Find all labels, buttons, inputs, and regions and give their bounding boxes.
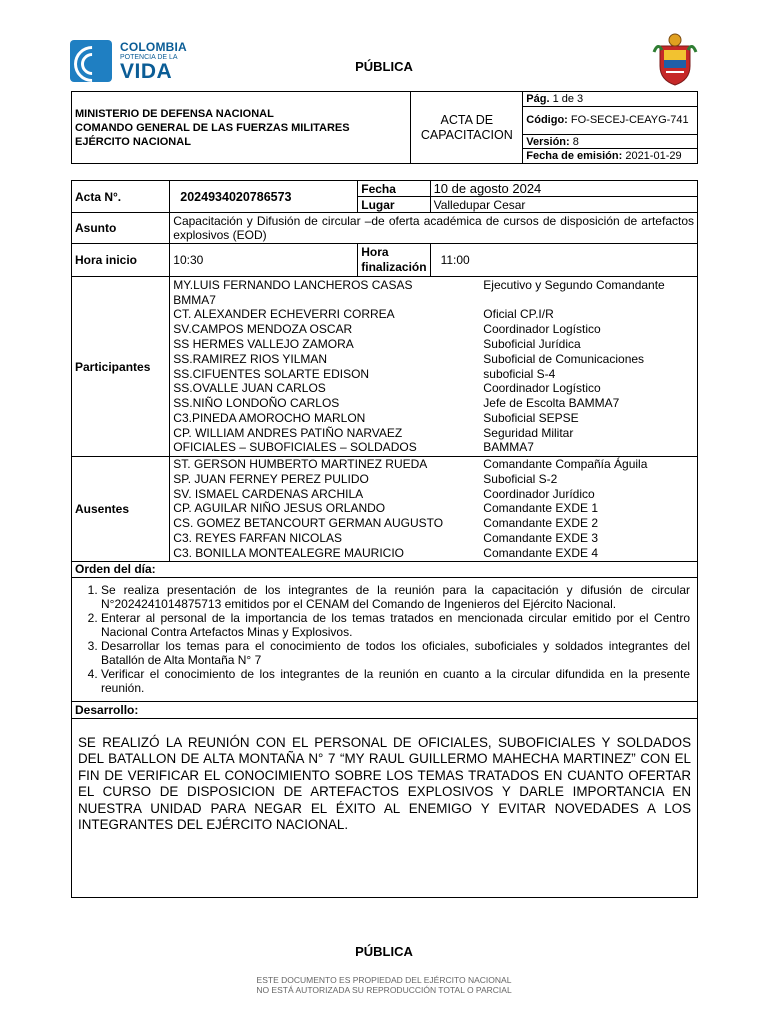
participant-role: Jefe de Escolta BAMMA7 <box>483 396 620 411</box>
participant-name: SS.CIFUENTES SOLARTE EDISON <box>173 366 370 381</box>
participant-role: Suboficial SEPSE <box>483 410 579 425</box>
list-item <box>173 278 694 293</box>
footer-notice <box>0 975 768 995</box>
document-title <box>411 92 523 164</box>
participant-name: MY.LUIS FERNANDO LANCHEROS CASAS <box>173 277 413 292</box>
absent-role: Comandante EXDE 1 <box>483 501 599 516</box>
logo-text-colombia: COLOMBIA <box>120 40 187 54</box>
ausentes-label: Ausentes <box>72 457 170 562</box>
org-line-comando: COMANDO GENERAL DE LAS FUERZAS MILITARES <box>75 121 350 134</box>
absent-role: Comandante Compañía Águila <box>483 457 648 471</box>
participant-role: Suboficial Jurídica <box>483 336 581 351</box>
orden-del-dia-label: Orden del día: <box>72 561 698 577</box>
desarrollo-section <box>72 718 698 897</box>
document-header <box>71 91 698 164</box>
absent-name: C3. REYES FARFAN NICOLAS <box>173 530 342 545</box>
list-item <box>173 440 694 455</box>
ausentes-list <box>170 457 698 562</box>
asunto-value: Capacitación y Difusión de circular –de oferta académica de cursos de disposición de artefactos explosivos (EOD) <box>170 213 698 244</box>
org-line-ministerio: MINISTERIO DE DEFENSA NACIONAL <box>75 107 274 120</box>
issue-date <box>523 149 698 164</box>
doc-title-line1: ACTA DE <box>440 112 494 127</box>
participant-name: CT. ALEXANDER ECHEVERRI CORREA <box>173 307 395 322</box>
issue-value: 2021-01-29 <box>625 150 682 162</box>
asunto-label: Asunto <box>72 213 170 244</box>
participant-name: SS HERMES VALLEJO ZAMORA <box>173 336 354 351</box>
participant-role <box>483 293 694 308</box>
list-item <box>173 367 694 382</box>
list-item <box>173 322 694 337</box>
version-label: Versión: <box>526 135 570 148</box>
hora-fin-label-line2: finalización <box>361 260 427 274</box>
absent-name: C3. BONILLA MONTEALEGRE MAURICIO <box>173 545 404 560</box>
absent-role: Comandante EXDE 3 <box>483 530 599 545</box>
participant-name: SS.NIÑO LONDOÑO CARLOS <box>173 396 340 411</box>
participant-role: Coordinador Logístico <box>483 381 601 396</box>
absent-name: CS. GOMEZ BETANCOURT GERMAN AUGUSTO <box>173 516 444 531</box>
list-item <box>173 381 694 396</box>
participant-name: OFICIALES – SUBOFICIALES – SOLDADOS <box>173 440 417 455</box>
acta-table <box>71 180 698 898</box>
list-item <box>173 546 694 561</box>
participant-name: SS.RAMIREZ RIOS YILMAN <box>173 351 328 366</box>
participant-role: Seguridad Militar <box>483 425 574 440</box>
hora-inicio-value: 10:30 <box>170 244 358 277</box>
list-item: 1. Se realiza presentación de los integrantes de la reunión para la capacitación y difusión de circular N°2024241014875713 emitidos por el CENAM del Comando de Ingenieros del Ejército Nacional. <box>101 583 694 611</box>
list-item <box>173 307 694 322</box>
classification-top: PÚBLICA <box>355 59 413 74</box>
list-item <box>173 457 694 472</box>
page-label: Pág. <box>526 93 550 105</box>
organization-block <box>72 92 411 164</box>
hora-fin-label <box>358 244 430 277</box>
code-label: Código: <box>526 114 568 126</box>
list-item <box>173 352 694 367</box>
absent-role: Comandante EXDE 4 <box>483 545 599 560</box>
orden-del-dia-list <box>72 577 698 701</box>
fecha-value: 10 de agosto 2024 <box>430 181 697 197</box>
list-item <box>173 293 694 308</box>
participant-name: C3.PINEDA AMOROCHO MARLON <box>173 410 366 425</box>
list-item <box>173 411 694 426</box>
desarrollo-text: SE REALIZÓ LA REUNIÓN CON EL PERSONAL DE OFICIALES, SUBOFICIALES Y SOLDADOS DEL BATALLON DE ALTA MONTAÑA N° 7 “MY RAUL GUILLERMO MAHECHA MARTINEZ” CON EL FIN DE VERIFICAR EL CONOCIMIENTO SOBRE LOS TEMAS TRATADOS EN CUANTO OFERTAR EL CURSO DE DISPOSICION DE ARTEFACTOS EXPLOSIVOS Y DARLE IMPORTANCIA EN NUESTRA UNIDAD PARA NEGAR EL ÉXITO AL ENEMIGO Y EVITAR NOVEDADES A LOS INTEGRANTES DEL EJÉRCITO NACIONAL. <box>78 734 691 833</box>
absent-role: Coordinador Jurídico <box>483 486 595 501</box>
list-item <box>173 337 694 352</box>
participant-role: BAMMA7 <box>483 440 534 455</box>
list-item <box>173 396 694 411</box>
list-item <box>173 472 694 487</box>
list-item: 3. Desarrollar los temas para el conocimiento de todos los oficiales, suboficiales y soldados integrantes del Batallón de Alta Montaña N° 7 <box>101 639 694 667</box>
footer-line2: NO ESTÁ AUTORIZADA SU REPRODUCCIÓN TOTAL O PARCIAL <box>256 985 512 995</box>
classification-bottom: PÚBLICA <box>355 944 413 959</box>
absent-role: Comandante EXDE 2 <box>483 516 599 531</box>
acta-number-value: 2024934020786573 <box>170 181 358 213</box>
participant-role: Oficial CP.I/R <box>483 307 554 322</box>
participantes-list <box>170 277 698 457</box>
desarrollo-label: Desarrollo: <box>72 701 698 718</box>
list-item <box>173 516 694 531</box>
document-code <box>523 107 698 135</box>
code-value: FO-SECEJ-CEAYG-741 <box>570 114 689 126</box>
absent-name: SV. ISMAEL CARDENAS ARCHILA <box>173 486 364 501</box>
absent-name: ST. GERSON HUMBERTO MARTINEZ RUEDA <box>173 457 428 471</box>
participant-name: CP. WILLIAM ANDRES PATIÑO NARVAEZ <box>173 425 403 440</box>
participantes-label: Participantes <box>72 277 170 457</box>
participant-role: Coordinador Logístico <box>483 322 601 337</box>
absent-name: CP. AGUILAR NIÑO JESUS ORLANDO <box>173 501 386 516</box>
list-item: 2. Enterar al personal de la importancia de los temas tratados en mencionada circular emitido por el Centro Nacional Contra Artefactos Minas y Explosivos. <box>101 611 694 639</box>
hora-fin-value: 11:00 <box>430 244 697 277</box>
list-item: 4. Verificar el conocimiento de los integrantes de la reunión en cuanto a la circular difundida en la presente reunión. <box>101 667 694 695</box>
hora-fin-label-line1: Hora <box>361 245 389 259</box>
doc-title-line2: CAPACITACION <box>420 127 513 142</box>
lugar-label: Lugar <box>358 197 430 213</box>
hora-inicio-label: Hora inicio <box>72 244 170 277</box>
participant-name: BMMA7 <box>173 292 216 307</box>
list-item <box>173 426 694 441</box>
issue-label: Fecha de emisión: <box>526 150 623 162</box>
absent-name: SP. JUAN FERNEY PEREZ PULIDO <box>173 471 369 486</box>
logo-text-potencia: POTENCIA DE LA <box>120 54 178 61</box>
page-number <box>523 92 698 107</box>
version-value: 8 <box>572 135 579 148</box>
page-value: 1 de 3 <box>552 93 584 105</box>
acta-number-label: Acta N°. <box>72 181 170 213</box>
absent-role: Suboficial S-2 <box>483 471 558 486</box>
footer-line1: ESTE DOCUMENTO ES PROPIEDAD DEL EJÉRCITO NACIONAL <box>256 975 512 985</box>
participant-name: SS.OVALLE JUAN CARLOS <box>173 381 326 396</box>
participant-role: suboficial S-4 <box>483 366 556 381</box>
list-item <box>173 487 694 502</box>
logo-text-vida: VIDA <box>120 60 173 83</box>
list-item <box>173 531 694 546</box>
participant-role: Ejecutivo y Segundo Comandante <box>483 277 665 292</box>
list-item <box>173 501 694 516</box>
fecha-label: Fecha <box>358 181 430 197</box>
org-line-ejercito: EJÉRCITO NACIONAL <box>75 135 191 148</box>
participant-name: SV.CAMPOS MENDOZA OSCAR <box>173 322 353 337</box>
document-version <box>523 135 698 149</box>
lugar-value: Valledupar Cesar <box>430 197 697 213</box>
participant-role: Suboficial de Comunicaciones <box>483 351 645 366</box>
